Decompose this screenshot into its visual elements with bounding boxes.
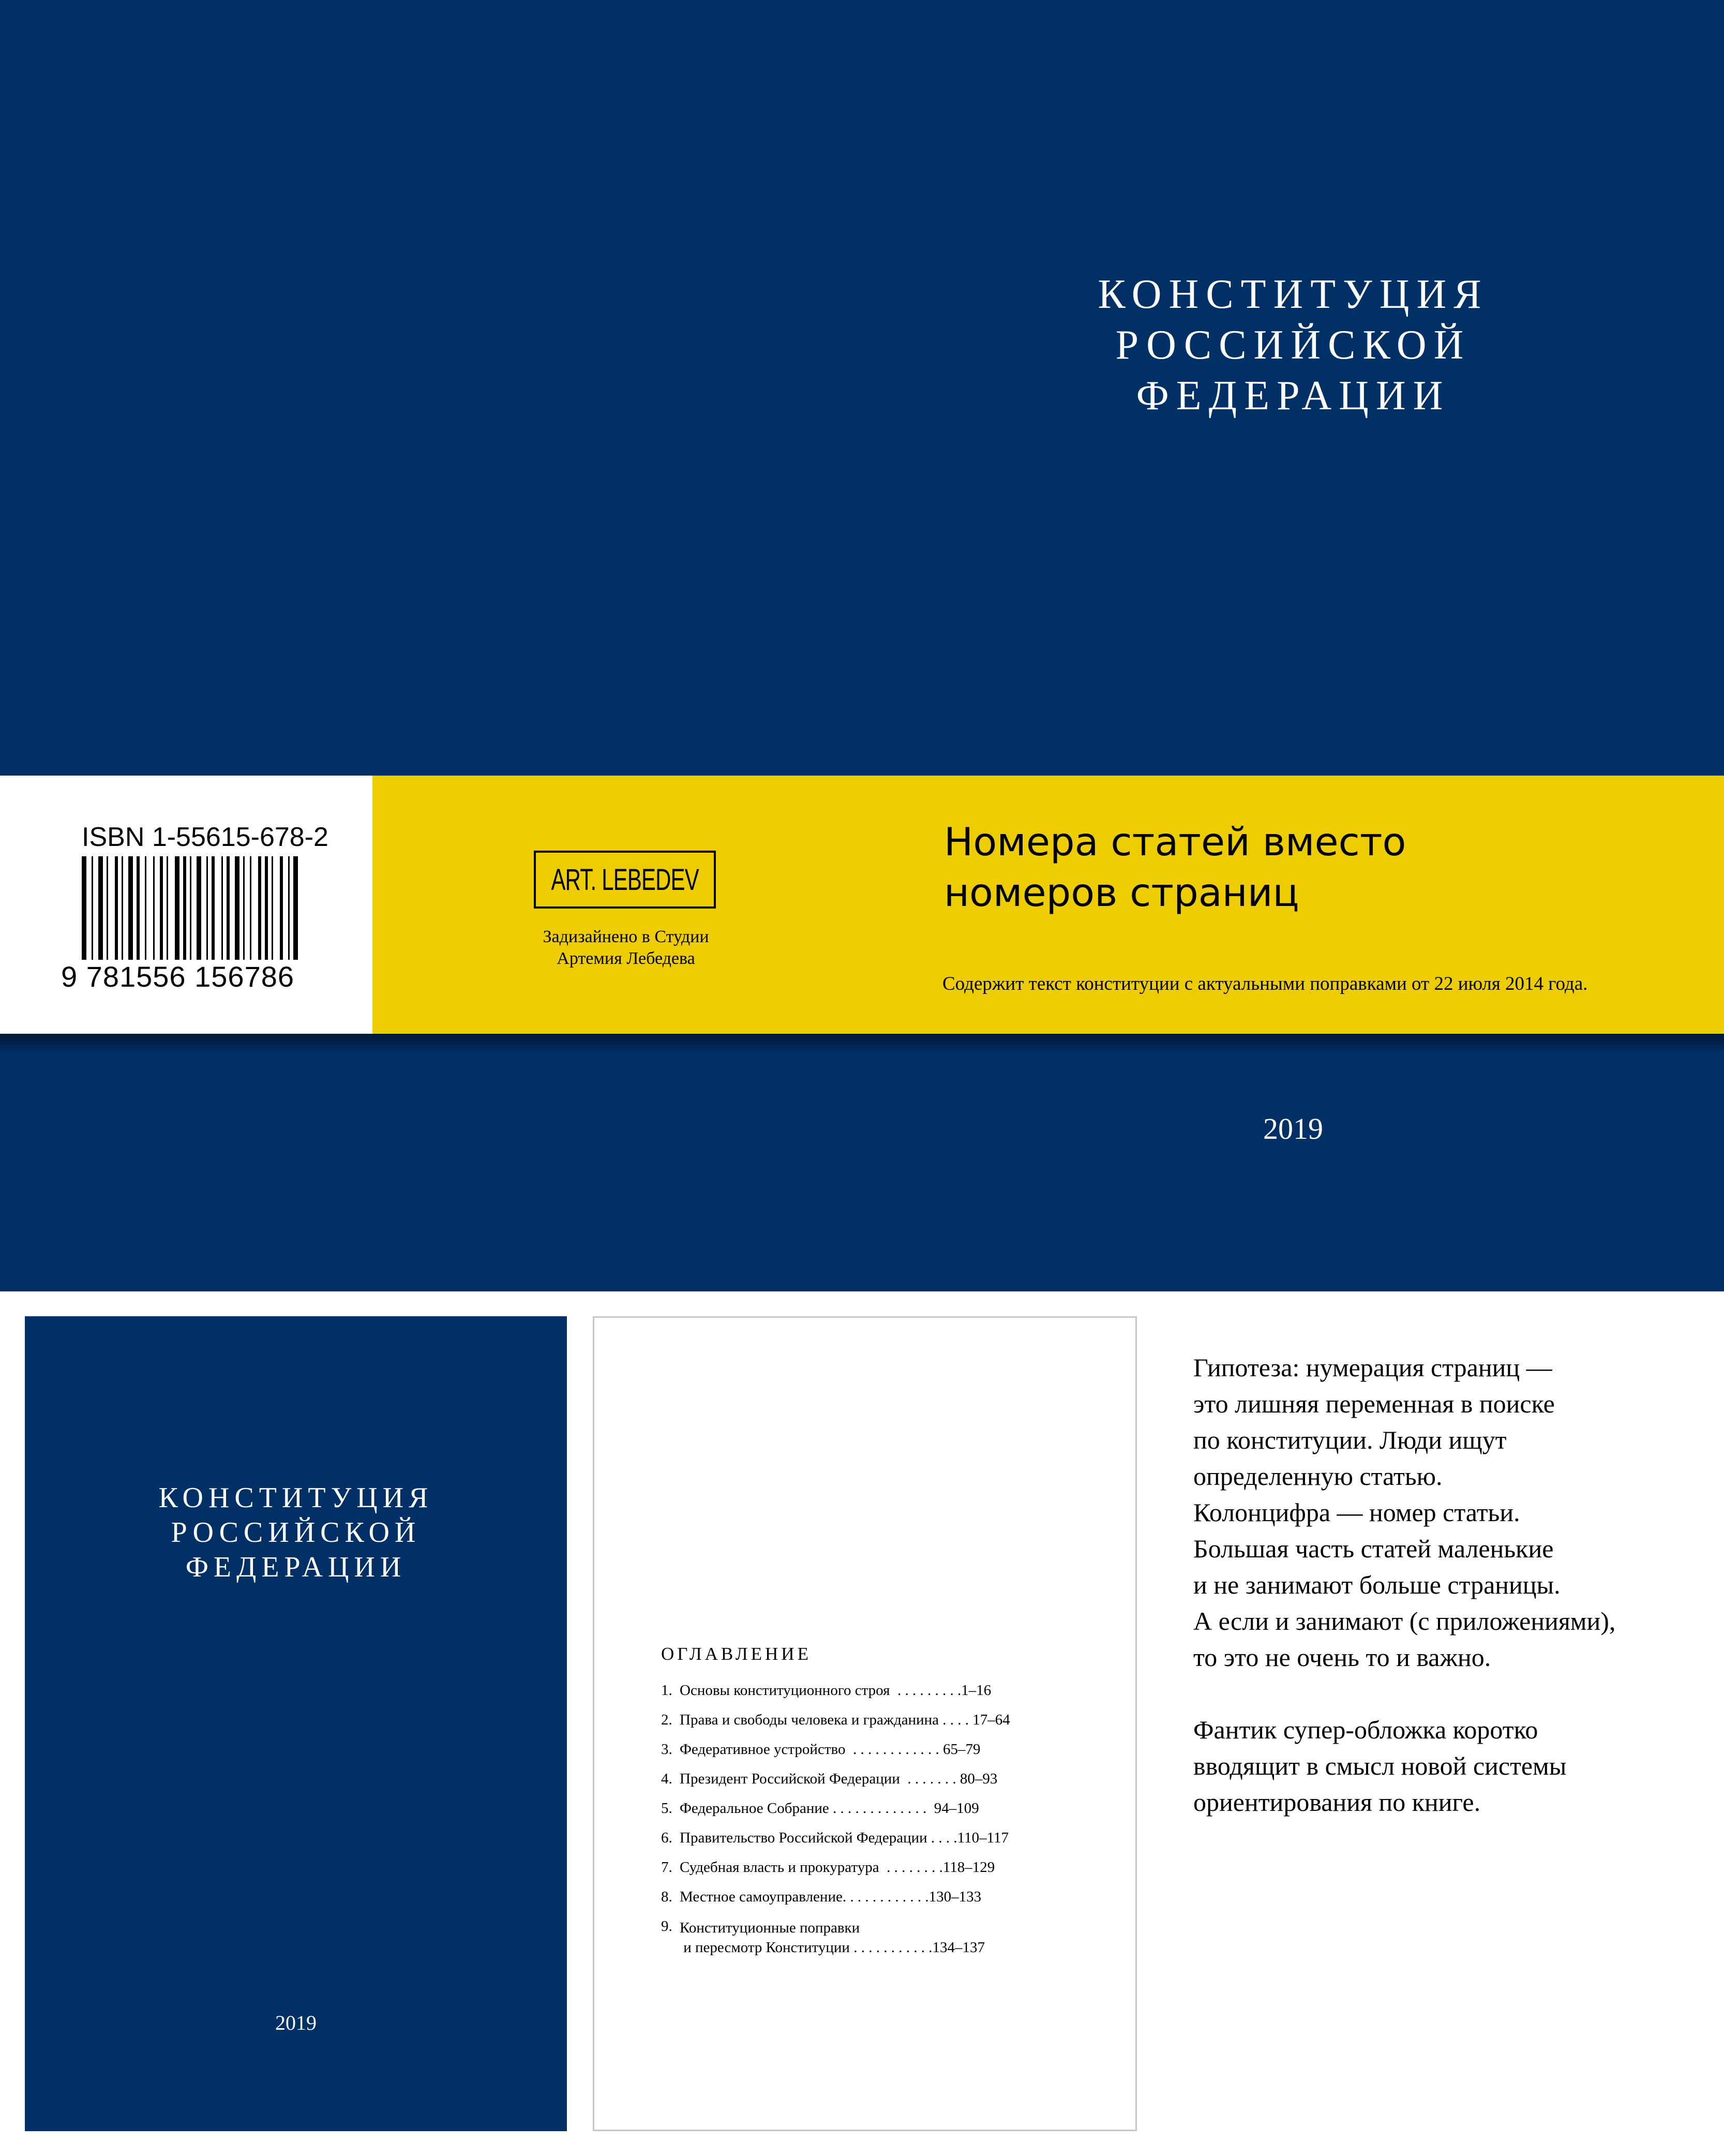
band-headline-line-2: номеров страниц xyxy=(944,870,1299,915)
barcode-digits: 9 781556 156786 xyxy=(61,960,294,993)
toc-item xyxy=(661,1918,1168,1959)
toc-item-text: Местное самоуправление. . . . . . . . . . . .130–133 xyxy=(680,1889,982,1905)
cover-bottom-panel xyxy=(0,1034,1724,1291)
cover-top-panel xyxy=(0,0,1724,776)
toc-item-number: 1. xyxy=(661,1682,672,1699)
toc-item xyxy=(661,1712,1168,1741)
designed-by-line-2: Артемия Лебедева xyxy=(557,949,695,968)
band-headline xyxy=(944,816,1616,918)
isbn-label: ISBN 1-55615-678-2 xyxy=(82,822,328,852)
logo-text: ART. LEBEDEV xyxy=(551,863,699,897)
toc-item-number: 6. xyxy=(661,1830,672,1846)
mini-title-line-1: КОНСТИТУЦИЯ xyxy=(158,1482,433,1514)
mini-cover xyxy=(25,1316,567,2131)
band-headline-line-1: Номера статей вместо xyxy=(944,819,1406,865)
toc-item xyxy=(661,1889,1168,1918)
toc-item-number: 4. xyxy=(661,1771,672,1787)
toc-item-text: Федеративное устройство . . . . . . . . . . . . 65–79 xyxy=(680,1741,981,1758)
note-paragraph-1: Гипотеза: нумерация страниц — это лишняя переменная в поиске по конституции. Люди ищут определенную статью. Колонцифра — номер статьи. Большая часть статей маленькие и не занимают больше страницы. А если и занимают (с приложениями), то это не очень то и важно. xyxy=(1193,1353,1616,1672)
barcode-icon xyxy=(78,856,305,970)
mini-cover-title xyxy=(25,1481,567,1585)
toc-item xyxy=(661,1741,1168,1771)
cover-year: 2019 xyxy=(1263,1112,1323,1146)
toc-item-text: Правительство Российской Федерации . . . .110–117 xyxy=(680,1830,1009,1846)
mini-cover-year: 2019 xyxy=(275,2011,317,2034)
toc-item xyxy=(661,1771,1168,1800)
toc-heading: ОГЛАВЛЕНИЕ xyxy=(661,1644,812,1664)
cover-title xyxy=(1045,269,1541,421)
toc-item-text: Основы конституционного строя . . . . . . . . .1–16 xyxy=(680,1682,992,1699)
toc-item-number: 8. xyxy=(661,1889,672,1905)
toc-item-number: 7. xyxy=(661,1859,672,1876)
toc-item-text: Президент Российской Федерации . . . . . . . 80–93 xyxy=(680,1771,998,1787)
designed-by-line-1: Задизайнено в Студии xyxy=(543,927,709,946)
designed-by-credit xyxy=(507,926,745,970)
cover-title-line-2: РОССИЙСКОЙ xyxy=(1115,322,1471,368)
toc-item-text: Конституционные поправки и пересмотр Конституции . . . . . . . . . . .134–137 xyxy=(680,1920,985,1956)
toc-item-text: Права и свободы человека и гражданина . . . . 17–64 xyxy=(680,1712,1010,1728)
toc-item-text: Федеральное Собрание . . . . . . . . . . . . . 94–109 xyxy=(680,1800,979,1817)
toc-item-number: 3. xyxy=(661,1741,672,1758)
cover-title-line-1: КОНСТИТУЦИЯ xyxy=(1098,272,1489,317)
hypothesis-note xyxy=(1193,1349,1711,1820)
note-paragraph-2: Фантик супер-обложка коротко вводящит в смысл новой системы ориентирования по книге. xyxy=(1193,1715,1567,1817)
toc-item-number: 2. xyxy=(661,1712,672,1728)
band-subline: Содержит текст конституции с актуальными поправками от 22 июля 2014 года. xyxy=(942,973,1588,994)
toc-page xyxy=(593,1316,1137,2131)
toc-item xyxy=(661,1800,1168,1830)
toc-item-text: Судебная власть и прокуратура . . . . . . . .118–129 xyxy=(680,1859,995,1876)
toc-item-number: 5. xyxy=(661,1800,672,1817)
toc-item xyxy=(661,1830,1168,1859)
band-shadow xyxy=(0,1034,1724,1054)
toc-item-number: 9. xyxy=(661,1918,672,1935)
toc-item xyxy=(661,1859,1168,1889)
toc-item xyxy=(661,1682,1168,1712)
mini-title-line-3: ФЕДЕРАЦИИ xyxy=(185,1551,407,1583)
mini-title-line-2: РОССИЙСКОЙ xyxy=(171,1516,421,1549)
toc-list xyxy=(661,1682,1168,1959)
cover-title-line-3: ФЕДЕРАЦИИ xyxy=(1136,373,1450,419)
art-lebedev-logo xyxy=(534,851,716,909)
